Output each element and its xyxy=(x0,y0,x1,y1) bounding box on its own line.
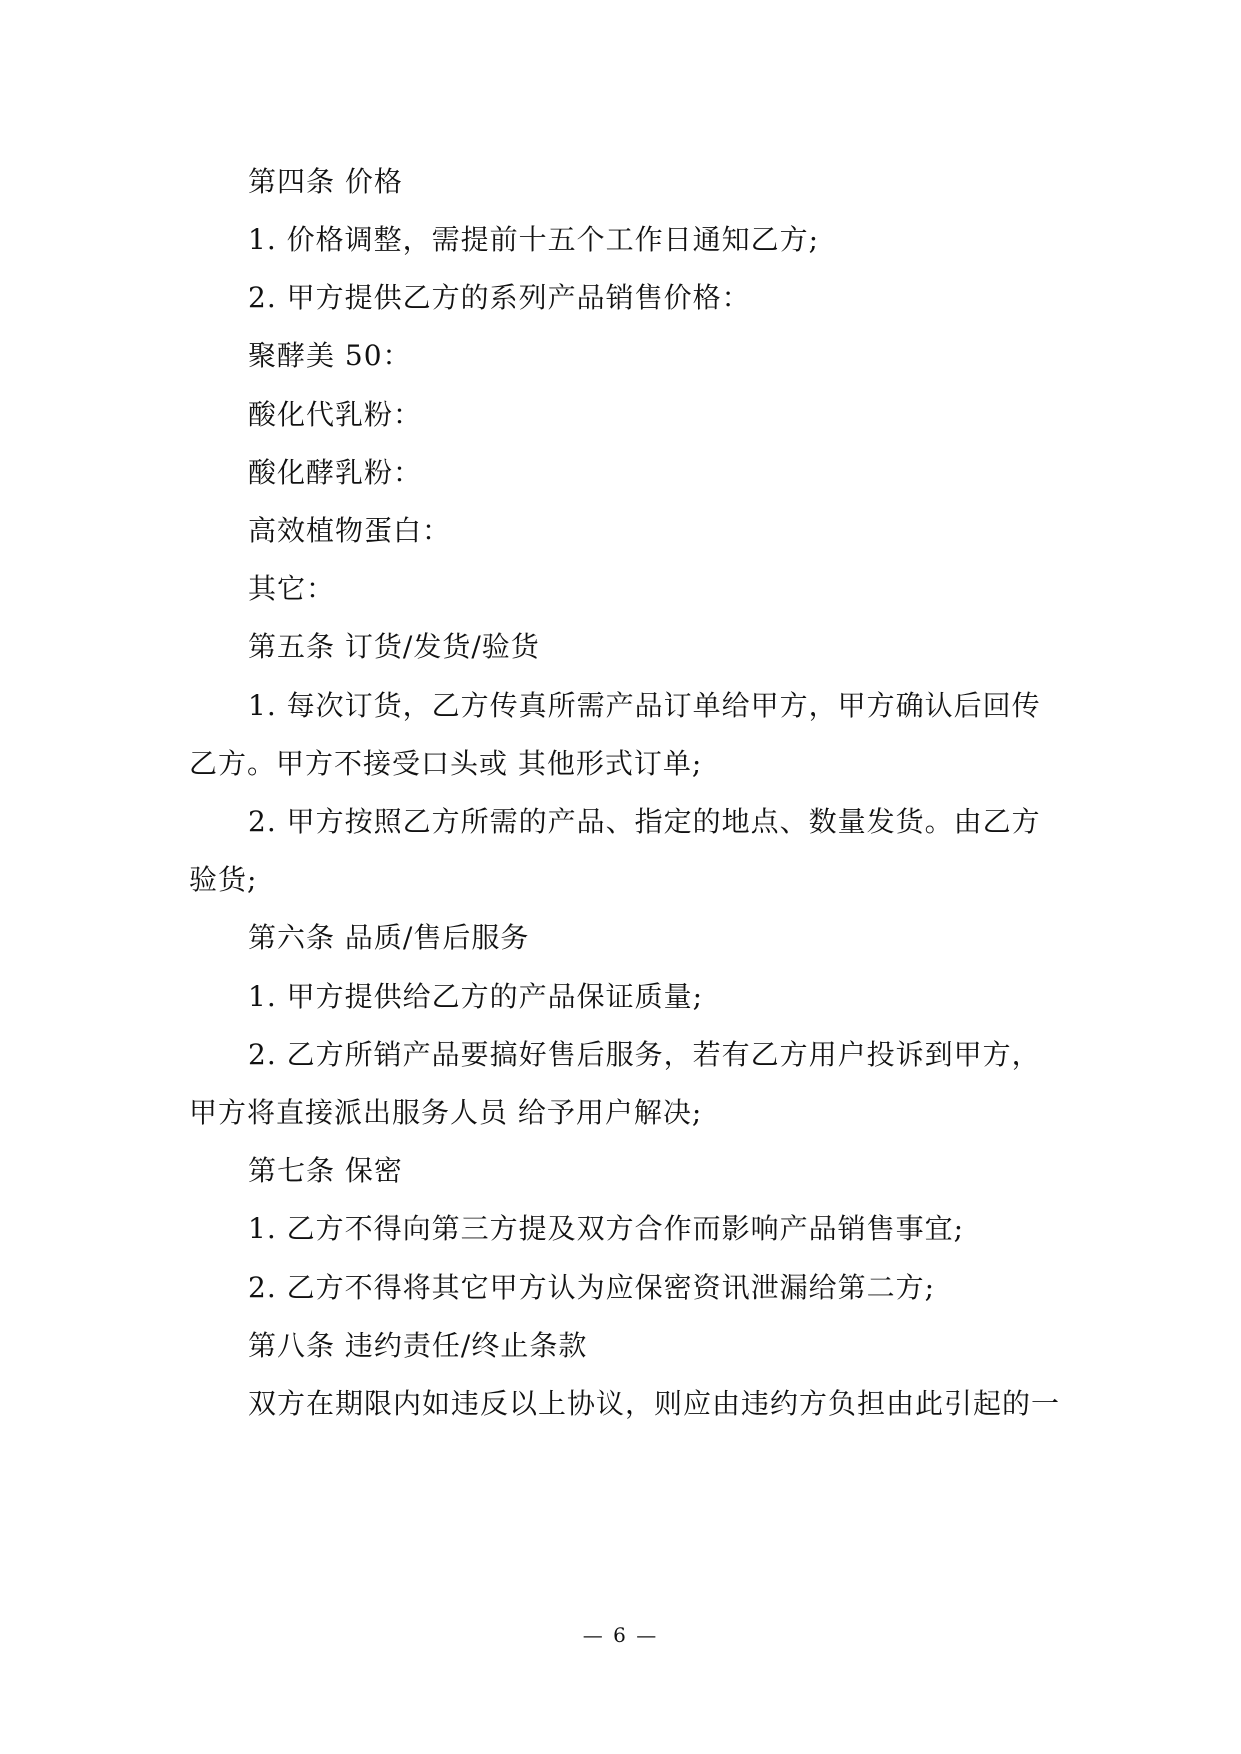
article-5-heading: 第五条 订货/发货/验货 xyxy=(248,630,540,663)
article-6-item-2-line-2: 甲方将直接派出服务人员 给予用户解决; xyxy=(189,1096,703,1129)
article-5-item-1-line-1: 1. 每次订货，乙方传真所需产品订单给甲方，甲方确认后回传 xyxy=(248,689,1041,722)
article-7-heading: 第七条 保密 xyxy=(248,1154,403,1187)
price-item-juxiaomei: 聚酵美 50： xyxy=(248,339,412,372)
article-5-item-2-line-1: 2. 甲方按照乙方所需的产品、指定的地点、数量发货。由乙方 xyxy=(248,805,1041,838)
article-4-item-2: 2. 甲方提供乙方的系列产品销售价格： xyxy=(248,281,751,314)
article-6-heading: 第六条 品质/售后服务 xyxy=(248,921,530,954)
price-item-acidified-milk-replacer: 酸化代乳粉： xyxy=(248,398,423,431)
article-7-item-1: 1. 乙方不得向第三方提及双方合作而影响产品销售事宜; xyxy=(248,1212,965,1245)
article-7-item-2: 2. 乙方不得将其它甲方认为应保密资讯泄漏给第二方; xyxy=(248,1271,936,1304)
article-8-heading: 第八条 违约责任/终止条款 xyxy=(248,1329,588,1362)
article-8-body-line-1: 双方在期限内如违反以上协议，则应由违约方负担由此引起的一 xyxy=(248,1387,1061,1420)
price-item-acidified-yeast-milk: 酸化酵乳粉： xyxy=(248,456,423,489)
article-4-item-1: 1. 价格调整，需提前十五个工作日通知乙方; xyxy=(248,223,820,256)
article-6-item-2-line-1: 2. 乙方所销产品要搞好售后服务，若有乙方用户投诉到甲方， xyxy=(248,1038,1041,1071)
article-6-item-1: 1. 甲方提供给乙方的产品保证质量; xyxy=(248,980,704,1013)
article-4-heading: 第四条 价格 xyxy=(248,165,403,198)
article-5-item-2-line-2: 验货; xyxy=(189,863,258,896)
page-number: — 6 — xyxy=(582,1623,659,1647)
price-item-other: 其它： xyxy=(248,572,336,605)
price-item-plant-protein: 高效植物蛋白： xyxy=(248,514,452,547)
article-5-item-1-line-2: 乙方。甲方不接受口头或 其他形式订单; xyxy=(189,747,703,780)
